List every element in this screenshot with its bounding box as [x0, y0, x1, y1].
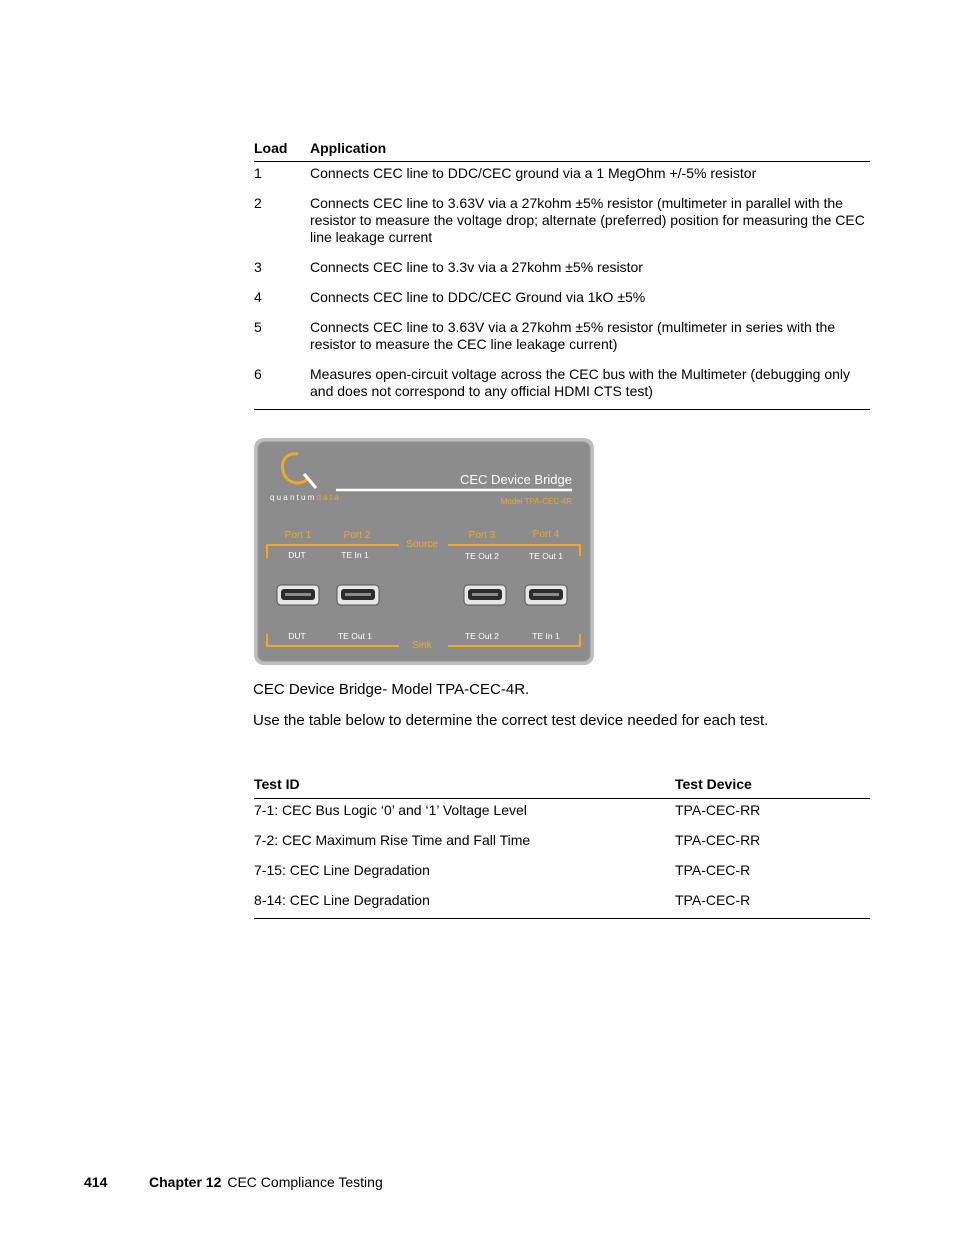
bottom-label-3: TE Out 2: [464, 631, 500, 641]
port-4-label: Port 4: [532, 529, 560, 540]
page-number: 414: [84, 1174, 108, 1190]
load-application: Connects CEC line to 3.63V via a 27kohm ±5% resistor (multimeter in parallel with the resistor to measure the voltage drop; alternate (preferred) position for measuring the CEC line leakage current: [310, 195, 865, 245]
table-bottom-rule: [254, 918, 870, 919]
logo-text-data: data: [316, 493, 341, 502]
load-application: Connects CEC line to DDC/CEC Ground via 1kO ±5%: [310, 289, 646, 305]
load-number: 4: [254, 289, 262, 305]
test-device: TPA-CEC-R: [675, 892, 751, 908]
top-label-3: TE Out 2: [464, 551, 500, 561]
test-device: TPA-CEC-RR: [675, 832, 761, 848]
logo-text-quantum: quantum: [270, 493, 317, 502]
port-3-label: Port 3: [468, 530, 496, 541]
test-device-column-header: Test Device: [675, 776, 752, 792]
table-row: [254, 319, 870, 353]
sink-label: Sink: [412, 640, 432, 651]
table-row: [254, 165, 870, 182]
top-label-4: TE Out 1: [528, 551, 564, 561]
svg-text:quantumdata: [270, 493, 341, 502]
load-application: Connects CEC line to DDC/CEC ground via a 1 MegOhm +/-5% resistor: [310, 165, 757, 181]
hdmi-connector-icon: [525, 585, 567, 605]
bottom-label-1: DUT: [288, 631, 306, 641]
test-id: 7-1: CEC Bus Logic ‘0’ and ‘1’ Voltage Level: [254, 802, 527, 818]
hdmi-connector-icon: [337, 585, 379, 605]
load-number: 5: [254, 319, 262, 335]
cec-device-bridge-illustration: [254, 438, 594, 665]
load-table: [254, 140, 870, 410]
device-title: CEC Device Bridge: [460, 472, 572, 487]
table-bottom-rule: [254, 409, 870, 410]
load-number: 6: [254, 366, 262, 382]
port-1-label: Port 1: [284, 530, 312, 541]
quantumdata-logo-icon: [283, 454, 316, 488]
page-footer: [84, 1174, 383, 1190]
port-2-label: Port 2: [343, 530, 371, 541]
chapter-title: CEC Compliance Testing: [227, 1174, 383, 1190]
load-number: 1: [254, 165, 262, 181]
device-model: Model TPA-CEC-4R: [500, 497, 572, 506]
test-id: 7-2: CEC Maximum Rise Time and Fall Time: [254, 832, 531, 848]
top-label-2: TE In 1: [341, 550, 369, 560]
load-application: Connects CEC line to 3.63V via a 27kohm ±5% resistor (multimeter in series with the resistor to measure the CEC line leakage current): [310, 319, 836, 352]
table-row: [254, 259, 870, 276]
figure-caption: CEC Device Bridge- Model TPA-CEC-4R.: [253, 681, 530, 698]
load-application: Connects CEC line to 3.3v via a 27kohm ±5% resistor: [310, 259, 643, 275]
test-id: 8-14: CEC Line Degradation: [254, 892, 430, 908]
test-device: TPA-CEC-RR: [675, 802, 761, 818]
hdmi-connector-icon: [277, 585, 319, 605]
table-row: [254, 862, 870, 879]
table-row: [254, 366, 870, 400]
device-artwork: [254, 438, 594, 665]
test-device-table: [254, 776, 870, 919]
load-number: 2: [254, 195, 262, 211]
test-table-header: [254, 776, 870, 799]
load-table-header: [254, 140, 870, 162]
hdmi-connector-icon: [464, 585, 506, 605]
source-label: Source: [406, 539, 438, 550]
load-application: Measures open-circuit voltage across the CEC bus with the Multimeter (debugging only and does not correspond to any official HDMI CTS test): [310, 366, 851, 399]
bottom-label-4: TE In 1: [532, 631, 560, 641]
table-row: [254, 892, 870, 909]
load-column-header: Load: [254, 140, 288, 156]
test-id: 7-15: CEC Line Degradation: [254, 862, 430, 878]
intro-paragraph: Use the table below to determine the correct test device needed for each test.: [253, 712, 769, 729]
table-row: [254, 802, 870, 819]
test-id-column-header: Test ID: [254, 776, 300, 792]
test-device: TPA-CEC-R: [675, 862, 751, 878]
table-row: [254, 289, 870, 306]
table-row: [254, 195, 870, 246]
top-label-1: DUT: [288, 550, 306, 560]
bottom-label-2: TE Out 1: [337, 631, 373, 641]
table-row: [254, 832, 870, 849]
chapter-number: Chapter 12: [149, 1174, 222, 1190]
application-column-header: Application: [310, 140, 387, 156]
load-number: 3: [254, 259, 262, 275]
